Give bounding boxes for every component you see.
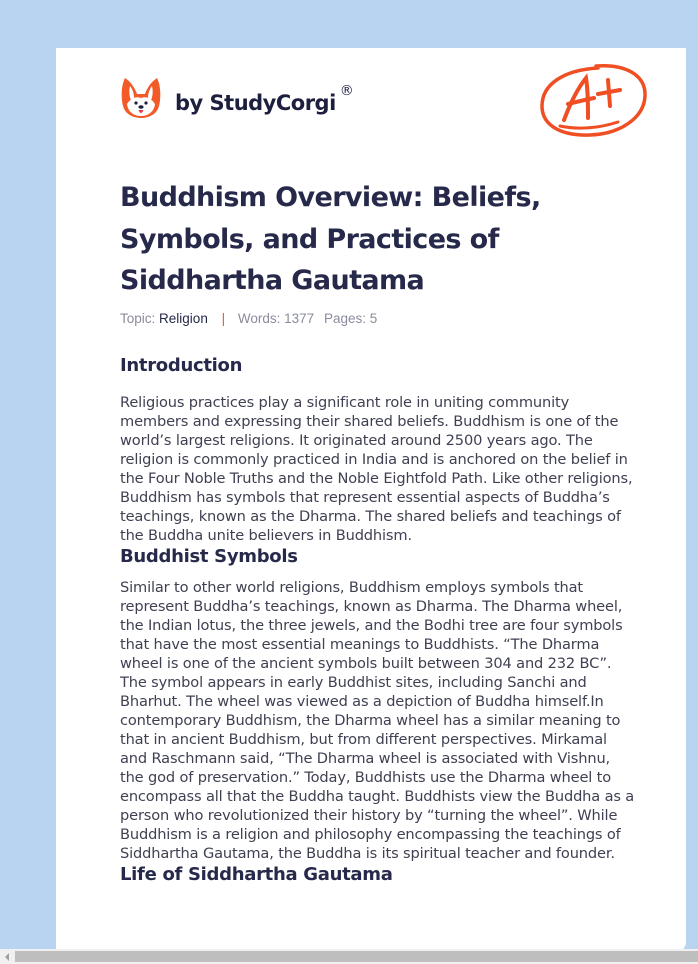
registered-mark: ® xyxy=(339,83,354,99)
section-body-introduction: Religious practices play a significant role in uniting community members and expressing their shared beliefs. Buddhism is one of the world’s largest religions. It originated around 2500 years ago. The religion is commonly practiced in India and is anchored on the belief in the Four Noble Truths and the Noble Eightfold Path. Like other religions, Buddhism has symbols that represent essential aspects of Buddha’s teachings, known as the Dharma. The shared beliefs and teachings of the Buddha unite believers in Buddhism. xyxy=(120,394,633,544)
document-meta xyxy=(120,311,377,326)
studycorgi-logo[interactable] xyxy=(121,76,354,120)
scrollbar-thumb[interactable] xyxy=(15,951,698,962)
words-value: 1377 xyxy=(284,311,315,326)
section-heading-life-of-siddhartha: Life of Siddhartha Gautama xyxy=(120,864,393,885)
document-title: Buddhism Overview: Beliefs, Symbols, and Practices of Siddhartha Gautama xyxy=(120,182,541,296)
section-heading-introduction: Introduction xyxy=(120,355,243,376)
scroll-left-arrow-icon[interactable] xyxy=(0,949,14,964)
document-card xyxy=(56,48,686,952)
section-body-buddhist-symbols: Similar to other world religions, Buddhism employs symbols that represent Buddha’s teachings, known as Dharma. The Dharma wheel, the Indian lotus, the three jewels, and the Bodhi tree are four symbols that have the most essential meanings to Buddhists. “The Dharma wheel is one of the ancient symbols built between 304 and 232 BC”. The symbol appears in early Buddhist sites, including Sanchi and Bharhut. The wheel was viewed as a depiction of Buddha himself.In contemporary Buddhism, the Dharma wheel has a similar meaning to that in ancient Buddhism, but from different perspectives. Mirkamal and Raschmann said, “The Dharma wheel is associated with Vishnu, the god of preservation.” Today, Buddhists use the Dharma wheel to encompass all that the Buddha taught. Buddhists view the Buddha as a person who revolutionized their history by “turning the wheel”. While Buddhism is a religion and philosophy encompassing the teachings of Siddhartha Gautama, the Buddha is its spiritual teacher and founder. xyxy=(120,579,635,862)
section-heading-buddhist-symbols: Buddhist Symbols xyxy=(120,546,298,567)
brand-name: by StudyCorgi xyxy=(175,91,336,115)
a-plus-grade-icon xyxy=(538,60,650,140)
topic-label: Topic: xyxy=(120,311,156,326)
words-label: Words: xyxy=(237,311,281,326)
meta-separator: | xyxy=(221,311,226,326)
topic-link[interactable]: Religion xyxy=(159,311,208,326)
pages-value: 5 xyxy=(369,311,378,326)
corgi-icon xyxy=(121,76,161,120)
pages-label: Pages: xyxy=(323,311,366,326)
document-body xyxy=(120,353,635,887)
horizontal-scrollbar[interactable] xyxy=(0,949,698,964)
